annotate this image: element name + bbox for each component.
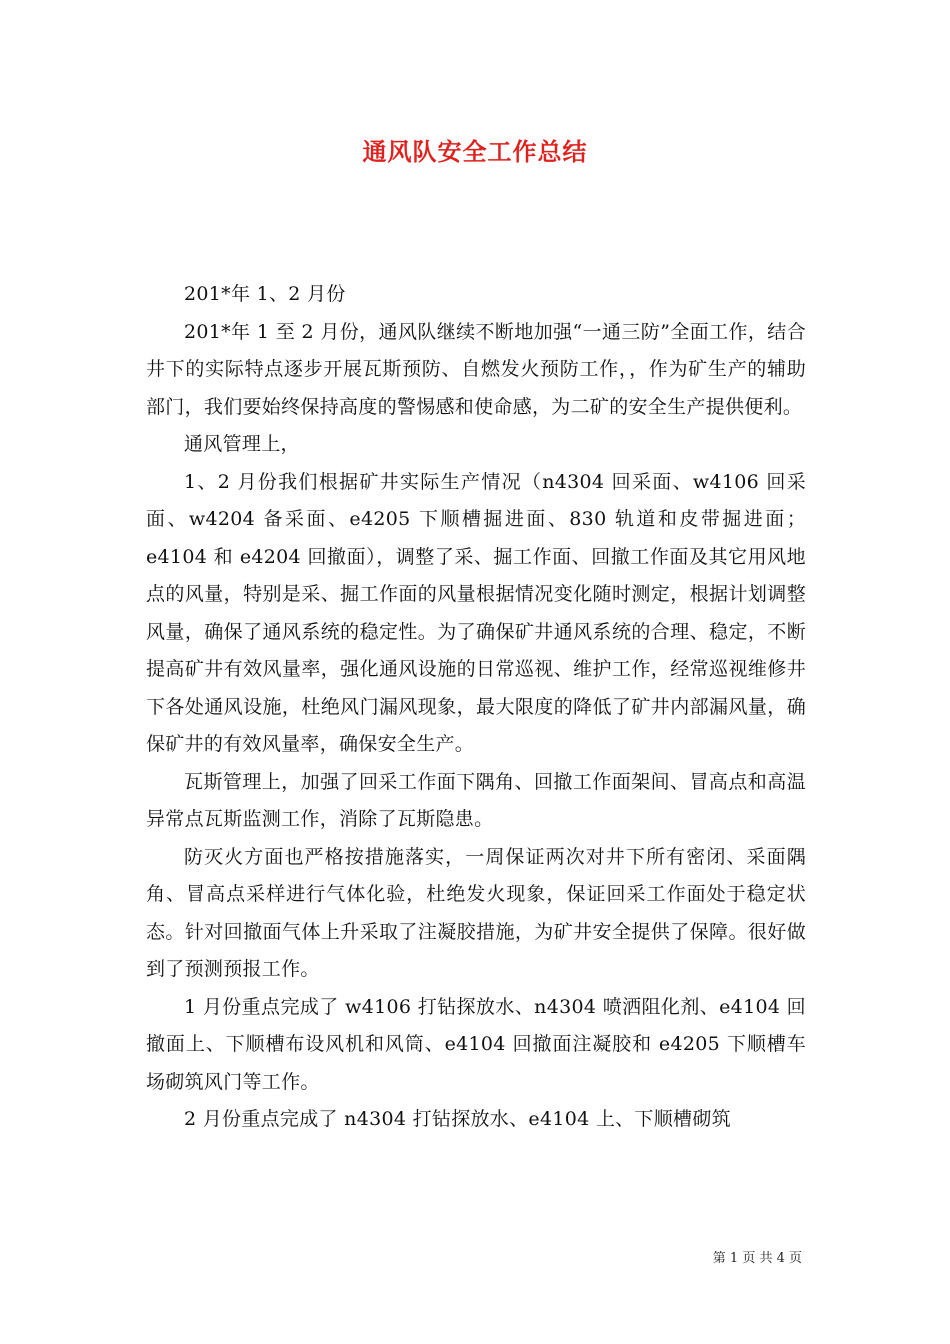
paragraph-january-work: 1 月份重点完成了 w4106 打钻探放水、n4304 喷洒阻化剂、e4104 回撤面上、下顺槽布设风机和风筒、e4104 回撤面注凝胶和 e4205 下顺槽车场砌筑风门等工作。	[146, 995, 806, 1093]
paragraph-intro: 201*年 1 至 2 月份，通风队继续不断地加强“一通三防”全面工作，结合井下的实际特点逐步开展瓦斯预防、自燃发火预防工作，，作为矿生产的辅助部门，我们要始终保持高度的警惕感和使命感，为二矿的安全生产提供便利。	[146, 320, 806, 418]
paragraph-february-work: 2 月份重点完成了 n4304 打钻探放水、e4104 上、下顺槽砌筑	[184, 1108, 731, 1130]
paragraph-date: 201*年 1、2 月份	[184, 283, 346, 305]
paragraph-gas-management: 瓦斯管理上，加强了回采工作面下隅角、回撤工作面架间、冒高点和高温异常点瓦斯监测工作，消除了瓦斯隐患。	[146, 770, 806, 830]
document-title: 通风队安全工作总结	[362, 137, 588, 166]
paragraph-fire-prevention: 防灭火方面也严格按措施落实，一周保证两次对井下所有密闭、采面隅角、冒高点采样进行气体化验，杜绝发火现象，保证回采工作面处于稳定状态。针对回撤面气体上升采取了注凝胶措施，为矿井安全提供了保障。很好做到了预测预报工作。	[146, 845, 806, 980]
paragraph-ventilation-details: 1、2 月份我们根据矿井实际生产情况（n4304 回采面、w4106 回采面、w4204 备采面、e4205 下顺槽掘进面、830 轨道和皮带掘进面；e4104 和 e4204 回撤面），调整了采、掘工作面、回撤工作面及其它用风地点的风量，特别是采、掘工作面的风量根据情况变化随时测定，根据计划调整风量，确保了通风系统的稳定性。为了确保矿井通风系统的合理、稳定，不断提高矿井有效风量率，强化通风设施的日常巡视、维护工作，经常巡视维修井下各处通风设施，杜绝风门漏风现象，最大限度的降低了矿井内部漏风量，确保矿井的有效风量率，确保安全生产。	[146, 470, 806, 755]
page-indicator: 第 1 页 共 4 页	[712, 1251, 802, 1266]
document-body	[146, 276, 806, 1139]
paragraph-ventilation-heading: 通风管理上，	[184, 433, 300, 455]
